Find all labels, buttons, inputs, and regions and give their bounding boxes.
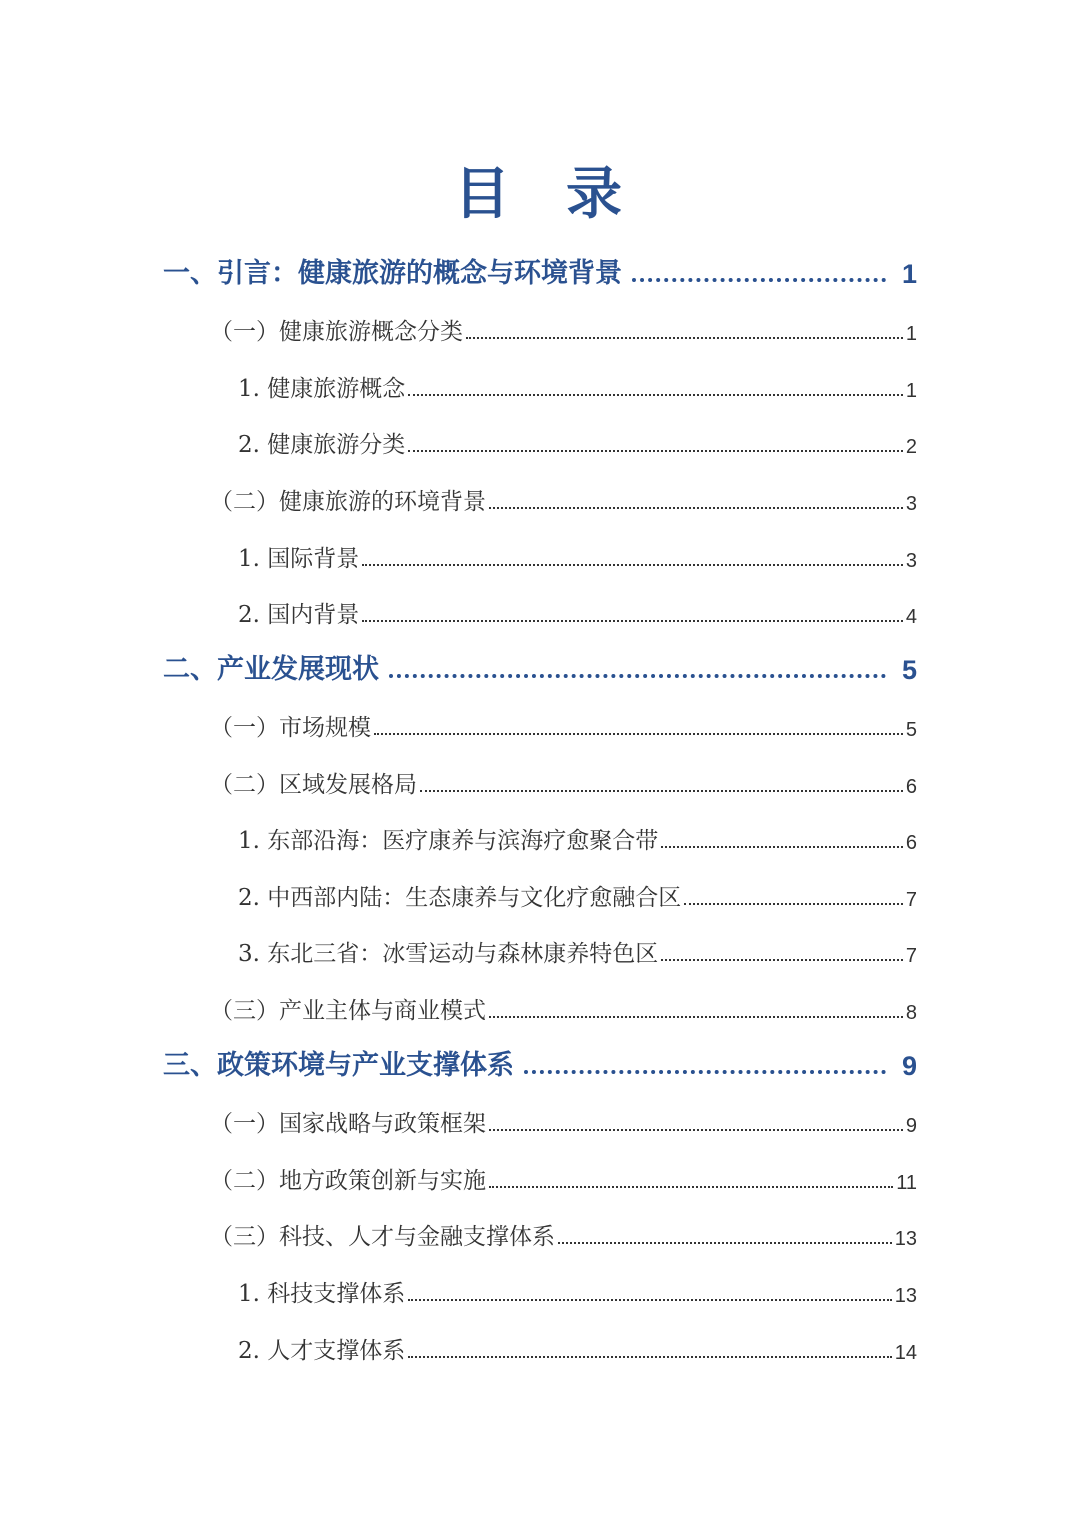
toc-entry[interactable] (238, 1325, 917, 1365)
toc-entry[interactable] (238, 815, 917, 855)
toc-entry-label: （一）健康旅游概念分类 (210, 319, 463, 345)
toc-entry-page: 11 (896, 1172, 917, 1194)
toc-entry-page: 4 (905, 606, 917, 628)
toc-leader-dots (684, 903, 903, 905)
toc-entry-label: 3. 东北三省：冰雪运动与森林康养特色区 (238, 941, 659, 967)
toc-entry[interactable] (210, 759, 917, 799)
toc-entry-label: （三）科技、人才与金融支撑体系 (210, 1224, 555, 1250)
toc-entry-page: 7 (905, 889, 917, 911)
toc-entry-page: 13 (894, 1285, 917, 1307)
toc-leader-dots (489, 1186, 893, 1188)
toc-leader-dots (489, 507, 903, 509)
toc-leader-dots (661, 959, 903, 961)
toc-entry[interactable] (238, 589, 917, 629)
toc-leader-dots (374, 733, 903, 735)
toc-entry[interactable] (163, 250, 917, 290)
toc-entry[interactable] (238, 872, 917, 912)
toc-entry-page: 13 (894, 1228, 917, 1250)
toc-entry[interactable] (163, 646, 917, 686)
title-char-1: 目 (454, 162, 514, 227)
toc-entry-page: 9 (901, 1051, 917, 1081)
toc-entry[interactable] (163, 1042, 917, 1082)
toc-entry[interactable] (210, 985, 917, 1025)
toc-entry[interactable] (238, 419, 917, 459)
toc-leader-dots (420, 790, 903, 792)
toc-entry-label: （二）健康旅游的环境背景 (210, 489, 486, 515)
toc-entry-page: 5 (901, 655, 917, 685)
toc-entry-label: 2. 中西部内陆：生态康养与文化疗愈融合区 (238, 885, 682, 911)
toc-entry-label: （二）地方政策创新与实施 (210, 1168, 486, 1194)
toc-entry-page: 3 (905, 550, 917, 572)
toc-entry-page: 3 (905, 493, 917, 515)
toc-leader-dots (661, 846, 903, 848)
toc-entry[interactable] (210, 1155, 917, 1195)
toc-entry[interactable] (210, 1098, 917, 1138)
toc-leader-dots (408, 1356, 891, 1358)
toc-entry-label: （三）产业主体与商业模式 (210, 998, 486, 1024)
toc-leader-dots (489, 1016, 903, 1018)
toc-leader-dots (408, 450, 903, 452)
toc-entry[interactable] (210, 702, 917, 742)
toc-leader-dots (466, 337, 903, 339)
toc-entry-label: （一）国家战略与政策框架 (210, 1111, 486, 1137)
toc-entry-label: 三、政策环境与产业支撑体系 (163, 1050, 514, 1081)
toc-leader-dots (632, 278, 886, 282)
toc-entry-label: （一）市场规模 (210, 715, 371, 741)
toc-entry-page: 7 (905, 945, 917, 967)
toc-entry-page: 5 (905, 719, 917, 741)
toc-entry-page: 6 (905, 776, 917, 798)
toc-entry-label: 1. 东部沿海：医疗康养与滨海疗愈聚合带 (238, 828, 659, 854)
toc-entry[interactable] (210, 1211, 917, 1251)
toc-entry-label: 二、产业发展现状 (163, 654, 379, 685)
toc-leader-dots (408, 394, 903, 396)
toc-entry-label: 2. 国内背景 (238, 602, 360, 628)
toc-entry[interactable] (238, 533, 917, 573)
toc-entry-label: 一、引言：健康旅游的概念与环境背景 (163, 258, 622, 289)
toc-leader-dots (489, 1129, 903, 1131)
toc-entry-page: 9 (905, 1115, 917, 1137)
toc-entry-page: 14 (894, 1342, 917, 1364)
toc-entry[interactable] (210, 306, 917, 346)
toc-entry[interactable] (210, 476, 917, 516)
toc-entry-page: 1 (901, 259, 917, 289)
toc-leader-dots (408, 1299, 891, 1301)
toc-entry-page: 6 (905, 832, 917, 854)
toc-entry-label: 1. 健康旅游概念 (238, 376, 406, 402)
title-char-2: 录 (566, 162, 626, 227)
toc-entry-label: 2. 人才支撑体系 (238, 1338, 406, 1364)
toc-leader-dots (362, 564, 903, 566)
toc-entry-label: 2. 健康旅游分类 (238, 432, 406, 458)
toc-entry-page: 8 (905, 1002, 917, 1024)
toc-entry[interactable] (238, 928, 917, 968)
toc-leader-dots (362, 620, 903, 622)
toc-entry-label: 1. 国际背景 (238, 546, 360, 572)
toc-entry-label: （二）区域发展格局 (210, 772, 417, 798)
toc-leader-dots (558, 1242, 892, 1244)
toc-entry-page: 1 (905, 323, 917, 345)
toc-entry-page: 1 (905, 380, 917, 402)
toc-leader-dots (524, 1070, 886, 1074)
toc-entry[interactable] (238, 1268, 917, 1308)
toc-leader-dots (389, 674, 886, 678)
toc-entry-label: 1. 科技支撑体系 (238, 1281, 406, 1307)
toc-entry[interactable] (238, 363, 917, 403)
toc-entry-page: 2 (905, 436, 917, 458)
